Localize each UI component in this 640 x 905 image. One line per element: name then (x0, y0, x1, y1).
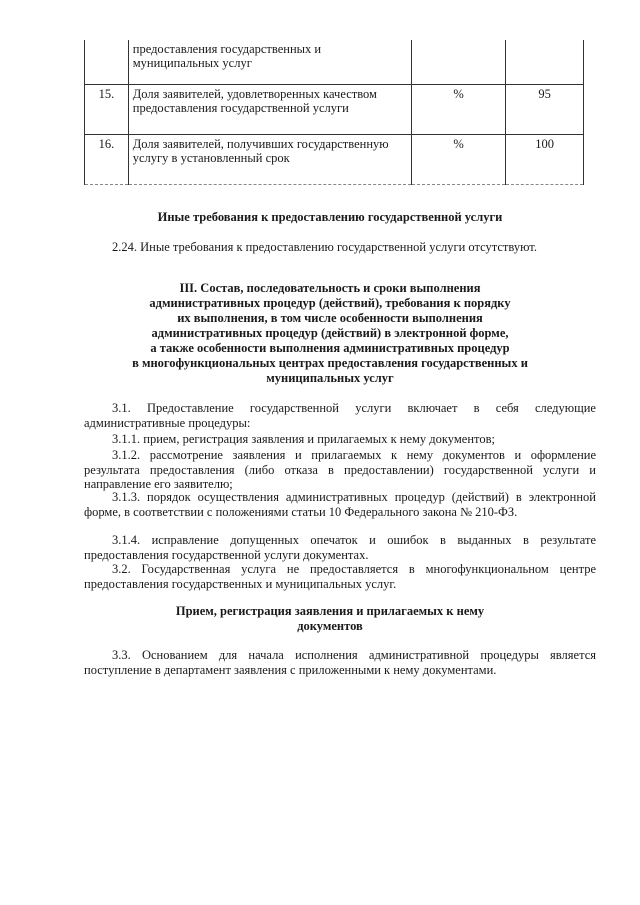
heading-line: их выполнения, в том числе особенности выполнения (177, 311, 483, 325)
heading-line: Прием, регистрация заявления и прилагаемых к нему (175, 604, 485, 618)
row-value: 95 (506, 84, 584, 134)
paragraph-3-3: 3.3. Основанием для начала исполнения административной процедуры является поступление в департамент заявления с приложенными к нему документами. (84, 648, 596, 677)
paragraph-3-1: 3.1. Предоставление государственной услуги включает в себя следующие административные процедуры: (84, 401, 596, 430)
heading-line: муниципальных услуг (266, 371, 394, 385)
paragraph-3-1-1: 3.1.1. прием, регистрация заявления и прилагаемых к нему документов; (112, 432, 495, 446)
paragraph-3-1-3: 3.1.3. порядок осуществления административных процедур (действий) в электронной форме, в соответствии с положениями статьи 10 Федерального закона № 210-ФЗ. (84, 490, 596, 519)
heading-other-requirements: Иные требования к предоставлению государственной услуги (157, 210, 503, 224)
row-value: 100 (506, 134, 584, 184)
table-row (85, 84, 584, 134)
row-number: 15. (85, 84, 129, 134)
paragraph-2-24: 2.24. Иные требования к предоставлению государственной услуги отсутствуют. (112, 240, 537, 254)
paragraph-3-1-4: 3.1.4. исправление допущенных опечаток и ошибок в выданных в результате предоставления государственной услуги документах. (84, 533, 596, 562)
indicators-table (84, 40, 584, 185)
heading-line: административных процедур (действий), требования к порядку (149, 296, 511, 310)
heading-line: III. Состав, последовательность и сроки выполнения (179, 281, 481, 295)
row-unit (412, 40, 506, 84)
heading-line: документов (297, 619, 363, 633)
row-description: Доля заявителей, получивших государственную услугу в установленный срок (128, 134, 411, 184)
row-unit: % (412, 84, 506, 134)
heading-line: а также особенности выполнения административных процедур (150, 341, 510, 355)
paragraph-3-2: 3.2. Государственная услуга не предоставляется в многофункциональном центре предоставления государственных и муниципальных услуг. (84, 562, 596, 591)
heading-line: административных процедур (действий) в электронной форме, (151, 326, 509, 340)
row-description: предоставления государственных и муниципальных услуг (128, 40, 411, 84)
table-row (85, 40, 584, 84)
table-row (85, 134, 584, 184)
row-description: Доля заявителей, удовлетворенных качеством предоставления государственной услуги (128, 84, 411, 134)
row-unit: % (412, 134, 506, 184)
row-value (506, 40, 584, 84)
row-number: 16. (85, 134, 129, 184)
row-number (85, 40, 129, 84)
paragraph-3-1-2: 3.1.2. рассмотрение заявления и прилагаемых к нему документов и оформление результата предоставления (либо отказа в предоставлении) государственной услуги и направление его заявителю; (84, 448, 596, 492)
heading-line: в многофункциональных центрах предоставления государственных и (132, 356, 528, 370)
